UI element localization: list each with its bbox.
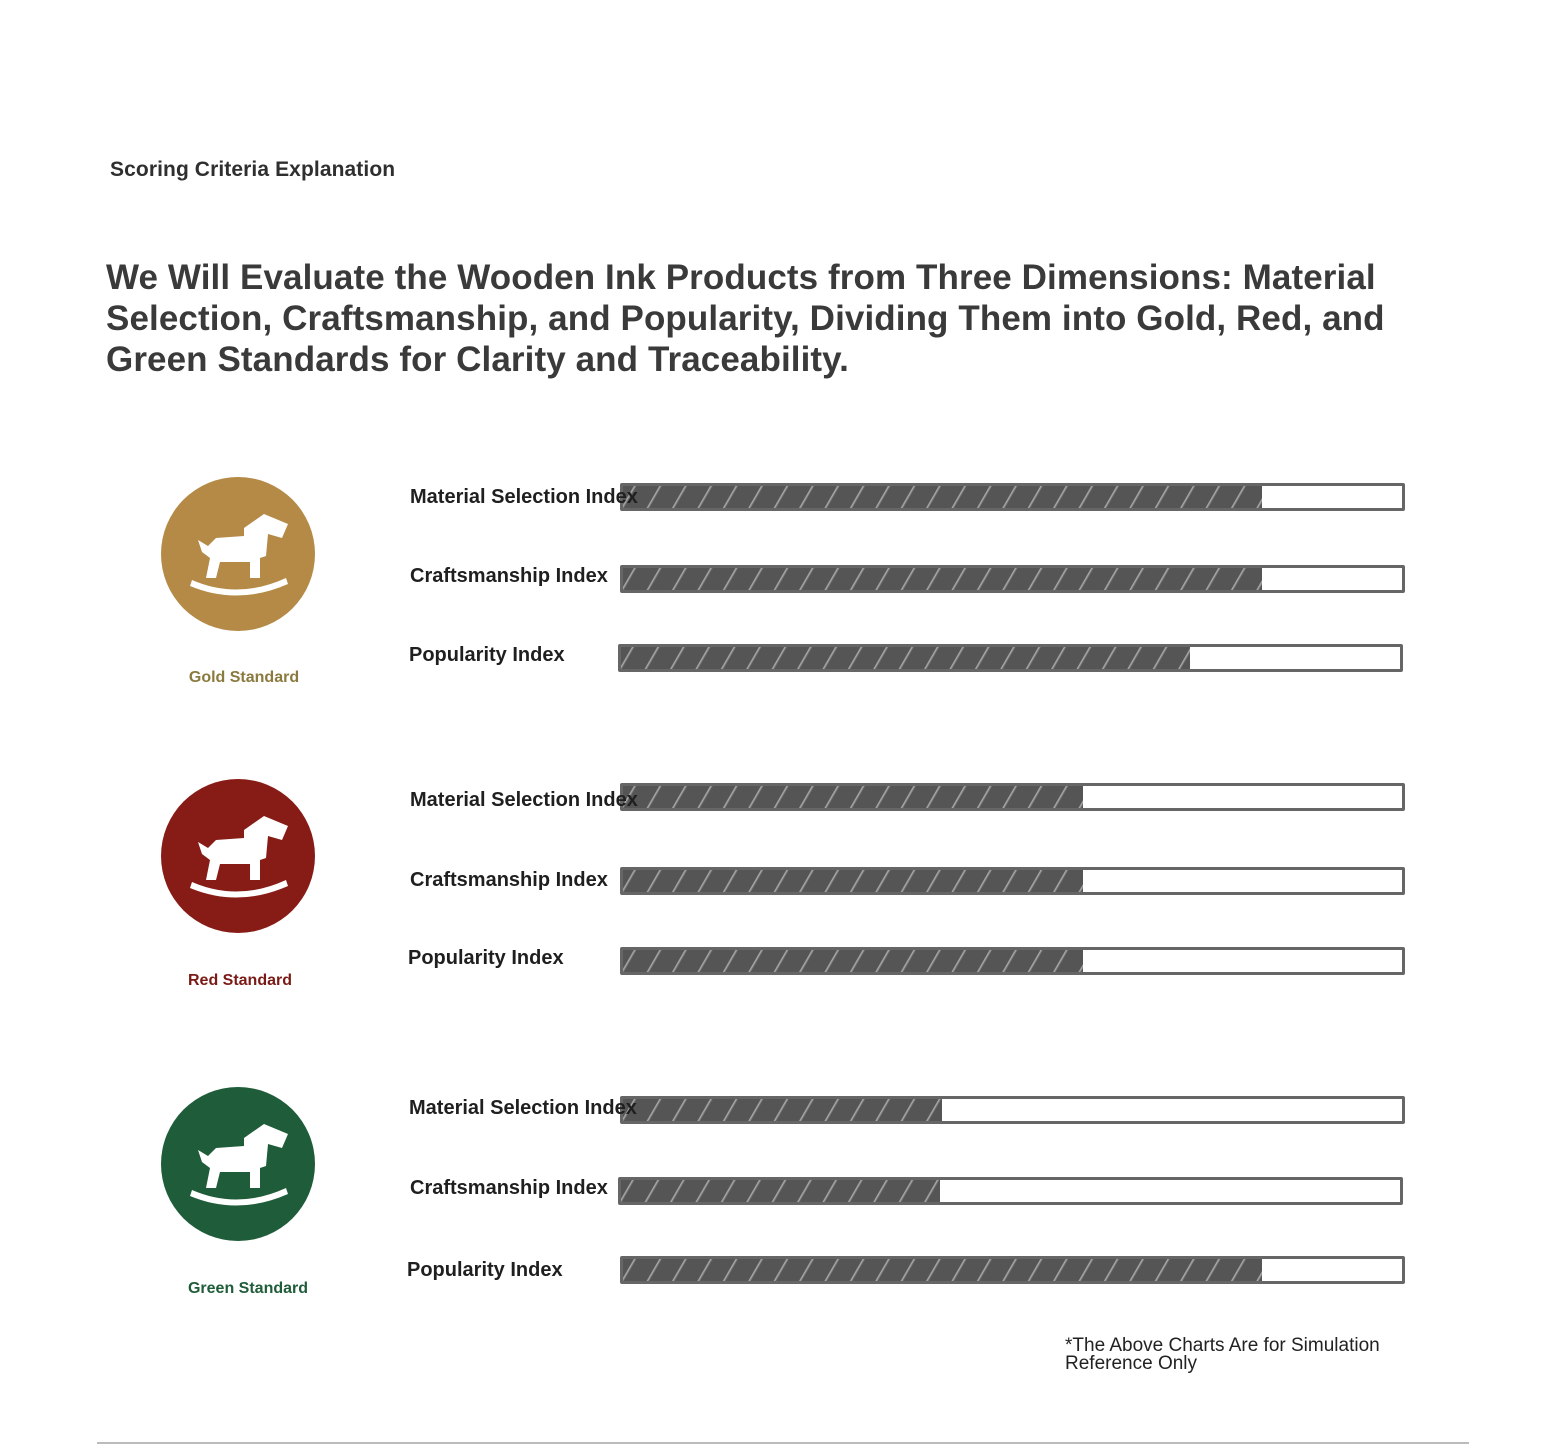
bar-fill — [623, 786, 1083, 808]
footnote: *The Above Charts Are for Simulation Reference Only — [1065, 1335, 1380, 1374]
tier-red — [0, 778, 1563, 1018]
bar-track — [618, 644, 1403, 672]
bar-track — [620, 783, 1405, 811]
bar-track — [620, 483, 1405, 511]
metric-label: Material Selection Index — [410, 789, 638, 811]
green-badge — [160, 1086, 316, 1242]
rocking-horse-icon — [160, 1086, 316, 1242]
bar-track — [620, 1256, 1405, 1284]
bar-track — [620, 1096, 1405, 1124]
bar-fill — [621, 647, 1190, 669]
headline — [106, 260, 1446, 378]
metric-label: Craftsmanship Index — [410, 565, 608, 587]
metric-label: Popularity Index — [407, 1259, 563, 1281]
metric-label: Craftsmanship Index — [410, 869, 608, 891]
bar-track — [620, 867, 1405, 895]
bar-fill — [623, 1099, 942, 1121]
metric-label: Material Selection Index — [410, 486, 638, 508]
metric-label: Popularity Index — [408, 947, 564, 969]
headline-line-1: We Will Evaluate the Wooden Ink Products from Three Dimensions: Material — [106, 258, 1376, 297]
tier-gold — [0, 476, 1563, 716]
headline-line-2: Selection, Craftsmanship, and Popularity, Dividing Them into Gold, Red, and — [106, 299, 1385, 338]
bar-fill — [623, 568, 1262, 590]
gold-badge — [160, 476, 316, 632]
bar-fill — [623, 486, 1262, 508]
rocking-horse-icon — [160, 778, 316, 934]
bottom-rule — [97, 1442, 1469, 1444]
rocking-horse-icon — [160, 476, 316, 632]
bar-track — [618, 1177, 1403, 1205]
metric-label: Material Selection Index — [409, 1097, 637, 1119]
bar-track — [620, 947, 1405, 975]
bar-fill — [623, 1259, 1262, 1281]
metric-label: Craftsmanship Index — [410, 1177, 608, 1199]
section-label: Scoring Criteria Explanation — [110, 158, 396, 181]
red-badge — [160, 778, 316, 934]
bar-fill — [621, 1180, 940, 1202]
metric-label: Popularity Index — [409, 644, 565, 666]
bar-track — [620, 565, 1405, 593]
bar-fill — [623, 870, 1083, 892]
tier-name: Red Standard — [187, 972, 292, 989]
headline-line-3: Green Standards for Clarity and Traceability. — [106, 340, 849, 379]
tier-name: Green Standard — [187, 1280, 309, 1297]
tier-green — [0, 1086, 1563, 1326]
bar-fill — [623, 950, 1083, 972]
tier-name: Gold Standard — [188, 669, 300, 686]
